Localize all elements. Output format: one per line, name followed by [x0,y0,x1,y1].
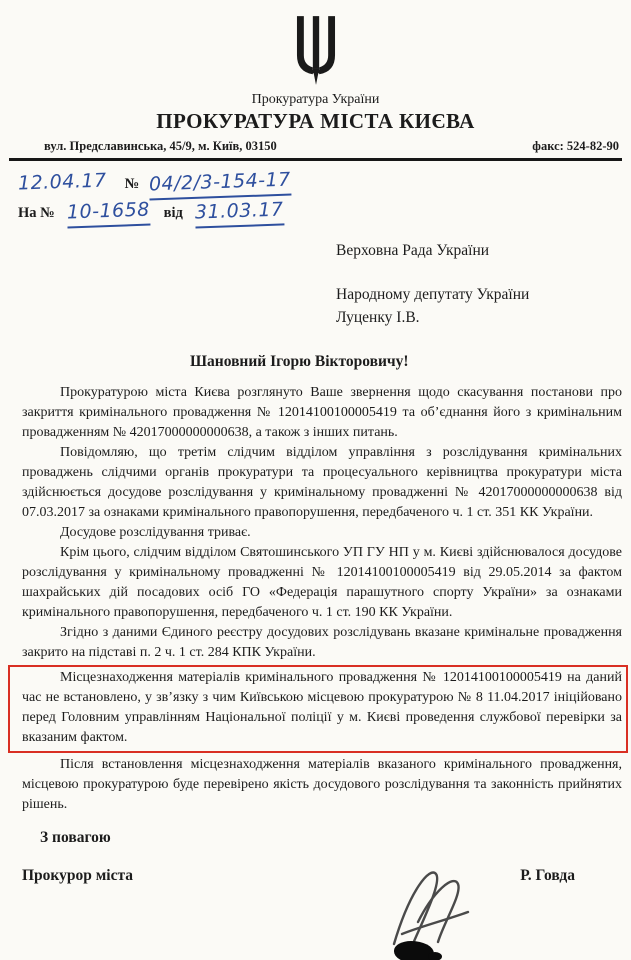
letterhead [0,0,631,161]
recipient-block [336,239,631,329]
registration-line-reply [18,198,631,227]
handwritten-reply-number: 10-1658 [66,197,150,229]
body-paragraph-2: Повідомляю, що третім слідчим відділом управління з розслідування кримінальних проваджень слідчими органів прокуратури та процесуального керівництва прокуратури міста здійснюється досудове розслідування у кримінальному провадженні № 42017000000000638 від 07.03.2017 за ознаками кримінального правопорушення, передбаченого ч. 1 ст. 351 КК України. [22,445,622,520]
registration-block [0,161,631,227]
body-paragraph-1: Прокуратурою міста Києва розглянуто Ваше звернення щодо скасування постанови про закриття кримінального провадження № 12014100100005419 та об’єднання його з кримінальним провадженням № 42017000000000638, а також з інших питань. [22,385,622,440]
signer-position: Прокурор міста [22,867,134,884]
recipient-gap [336,262,631,283]
emblem-wrap [0,14,631,90]
handwritten-doc-number: 04/2/3-154-17 [149,167,292,201]
recipient-org: Верховна Рада України [336,242,490,259]
letter-body [0,371,631,815]
body-paragraph-7: Після встановлення місцезнаходження матеріалів вказаного кримінального провадження, місцевою прокуратурою буде перевірено якість досудового розслідування та законність прийнятих рішень. [22,757,622,812]
highlighted-paragraph: Місцезнаходження матеріалів кримінального провадження № 12014100100005419 на даний час не встановлено, у зв’язку з чим Київською місцевою прокуратурою № 8 11.04.2017 ініційовано перед Головним управлінням Національної поліції у м. Києві проведення службової перевірки за вказаним фактом. [8,665,628,753]
reply-prefix: На № [18,205,55,221]
registration-line-out [18,169,631,198]
signature-icon [372,860,502,956]
body-paragraph-5: Згідно з даними Єдиного реєстру досудових розслідувань вказане кримінальне провадження закрито на підставі п. 2 ч. 1 ст. 284 КПК України. [22,625,622,660]
scan-ink-blob-small [428,952,442,960]
body-paragraph-3: Досудове розслідування триває. [60,525,251,540]
signer-name: Р. Говда [520,867,575,884]
recipient-role: Народному депутату України [336,286,530,303]
reply-vid-label: від [163,205,183,221]
salutation: Шановний Ігорю Вікторовичу! [190,353,409,370]
number-sign: № [124,176,140,192]
handwritten-date: 12.04.17 [17,169,107,195]
fax-number: факс: 524-82-90 [532,139,619,153]
address-line: вул. Предславинська, 45/9, м. Київ, 03150 [44,139,277,153]
org-name: Прокуратура України [251,92,380,107]
recipient-name: Луценку І.В. [336,309,420,326]
handwritten-reply-date: 31.03.17 [194,196,284,228]
letter-title: ПРОКУРАТУРА МІСТА КИЄВА [156,109,475,133]
closing-regards: З повагою [40,829,111,846]
body-paragraph-4: Крім цього, слідчим відділом Святошинського УП ГУ НП у м. Києві здійснювалося досудове розслідування у кримінальному провадженні № 12014100100005419 від 29.05.2014 за фактом шахрайських дій посадових осіб ГО «Федерація парашутного спорту України» за ознаками кримінального правопорушення, передбаченого ч. 1 ст. 190 КК України. [22,545,622,620]
ukraine-trident-icon [289,14,343,88]
